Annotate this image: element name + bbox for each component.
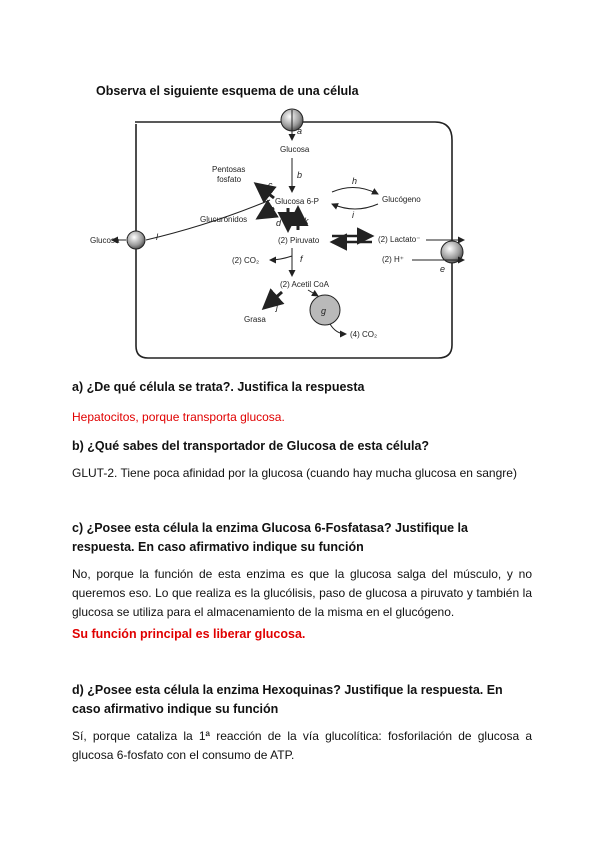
label-l: l <box>156 232 158 242</box>
answer-c-note: Su función principal es liberar glucosa. <box>72 627 306 641</box>
label-j: j <box>276 302 278 312</box>
label-e: e <box>440 264 446 274</box>
label-glucuronidos: Glucurónidos <box>200 215 248 224</box>
label-acetil: (2) Acetil CoA <box>280 280 329 289</box>
answer-b: GLUT-2. Tiene poca afinidad por la glucosa (cuando hay mucha glucosa en sangre) <box>72 466 517 480</box>
label-grasa: Grasa <box>244 315 266 324</box>
label-glucosa-top: Glucosa <box>280 145 310 154</box>
question-b: b) ¿Qué sabes del transportador de Glucosa de esta célula? <box>72 439 430 453</box>
label-piruvato: (2) Piruvato <box>278 236 320 245</box>
label-hplus: (2) H⁺ <box>382 255 404 264</box>
answer-c: No, porque la función de esta enzima es que la glucosa salga del músculo, y no queremos eso. Lo que realiza es la glucólisis, paso de glucosa a piruvato y también la glucosa se utiliza para el almacenamiento de la misma en el glucógeno. <box>72 567 532 619</box>
label-fosfato: fosfato <box>217 175 242 184</box>
label-f: f <box>300 254 303 264</box>
label-d: d <box>276 218 282 228</box>
figure-title: Observa el siguiente esquema de una célula <box>96 84 359 98</box>
label-glucogeno: Glucógeno <box>382 195 421 204</box>
answer-a: Hepatocitos, porque transporta glucosa. <box>72 410 285 424</box>
label-a: a <box>297 126 303 136</box>
label-g: g <box>321 306 327 316</box>
label-h: h <box>352 176 358 186</box>
label-co2-bottom: (4) CO₂ <box>350 330 378 339</box>
question-d: d) ¿Posee esta célula la enzima Hexoquinas? Justifique la respuesta. En caso afirmativo indique su función <box>72 683 503 716</box>
transporter-left <box>127 231 145 249</box>
cell-diagram <box>60 100 480 362</box>
label-m: m <box>266 210 274 220</box>
label-glucosa-6p: Glucosa 6-P <box>275 197 320 206</box>
answer-d: Sí, porque cataliza la 1ª reacción de la vía glucolítica: fosforilación de glucosa a glucosa 6-fosfato con el consumo de ATP. <box>72 729 532 762</box>
label-lactato: (2) Lactato⁻ <box>378 235 421 244</box>
label-b: b <box>297 170 303 180</box>
label-co2-left: (2) CO₂ <box>232 256 260 265</box>
question-a: a) ¿De qué célula se trata?. Justifica la respuesta <box>72 380 365 394</box>
label-k: k <box>304 216 309 226</box>
label-pentosas: Pentosas <box>212 165 246 174</box>
label-c: c <box>268 180 273 190</box>
question-c: c) ¿Posee esta célula la enzima Glucosa 6-Fosfatasa? Justifique la respuesta. En caso afirmativo indique su función <box>72 521 468 554</box>
label-i: i <box>352 210 354 220</box>
label-glucosa-left: Glucosa <box>90 236 120 245</box>
